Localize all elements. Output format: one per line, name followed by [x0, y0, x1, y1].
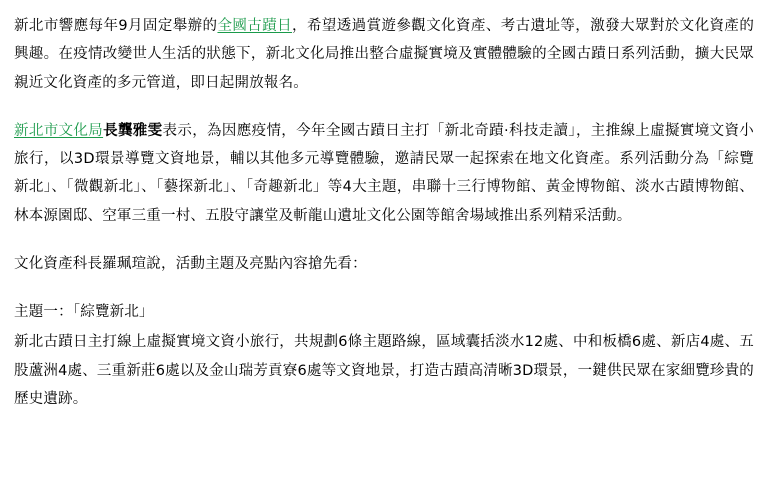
link-national-heritage-day[interactable]: 全國古蹟日	[217, 18, 293, 34]
text-run-bold: 長龔雅雯	[103, 122, 163, 139]
paragraph-3	[14, 250, 754, 278]
text-run: 新北市響應每年9月固定舉辦的	[14, 18, 218, 34]
section-heading-1	[14, 298, 754, 326]
text-run: 表示，為因應疫情，今年全國古蹟日主打「新北奇蹟·科技走讀」，主推線上虛擬實境文資小旅行，以3D環景導覽文資地景，輔以其他多元導覽體驗，邀請民眾一起探索在地文化資產。系列活動分為「綜覽新北」、「微觀新北」、「藝探新北」、「奇趣新北」等4大主題，串聯十三行博物館、黃金博物館、淡水古蹟博物館、林本源園邸、空軍三重一村、五股守讓堂及斬龍山遺址文化公園等館舍場域推出系列精采活動。	[14, 122, 754, 224]
paragraph-5	[14, 328, 754, 413]
paragraph-2	[14, 117, 754, 230]
text-run: ，希望透過賞遊參觀文化資產、考古遺址等，激發大眾對於文化資產的興趣。在疫情改變世人生活的狀態下，新北文化局推出整合虛擬實境及實體體驗的全國古蹟日系列活動，擴大民眾親近文化資產的多元管道，即日起開放報名。	[14, 18, 755, 91]
paragraph-1	[14, 12, 754, 97]
text-run: 文化資產科長羅珮瑄說，活動主題及亮點內容搶先看：	[14, 255, 367, 272]
link-cultural-affairs-department[interactable]: 新北市文化局	[14, 122, 104, 139]
text-run: 主題一：「綜覽新北」	[14, 304, 154, 321]
text-run: 新北古蹟日主打線上虛擬實境文資小旅行，共規劃6條主題路線，區域囊括淡水12處、中和板橋6處、新店4處、五股蘆洲4處、三重新莊6處以及金山瑞芳貢寮6處等文資地景，打造古蹟高清晰3D環景，一鍵供民眾在家細覽珍貴的歷史遺跡。	[14, 334, 754, 407]
